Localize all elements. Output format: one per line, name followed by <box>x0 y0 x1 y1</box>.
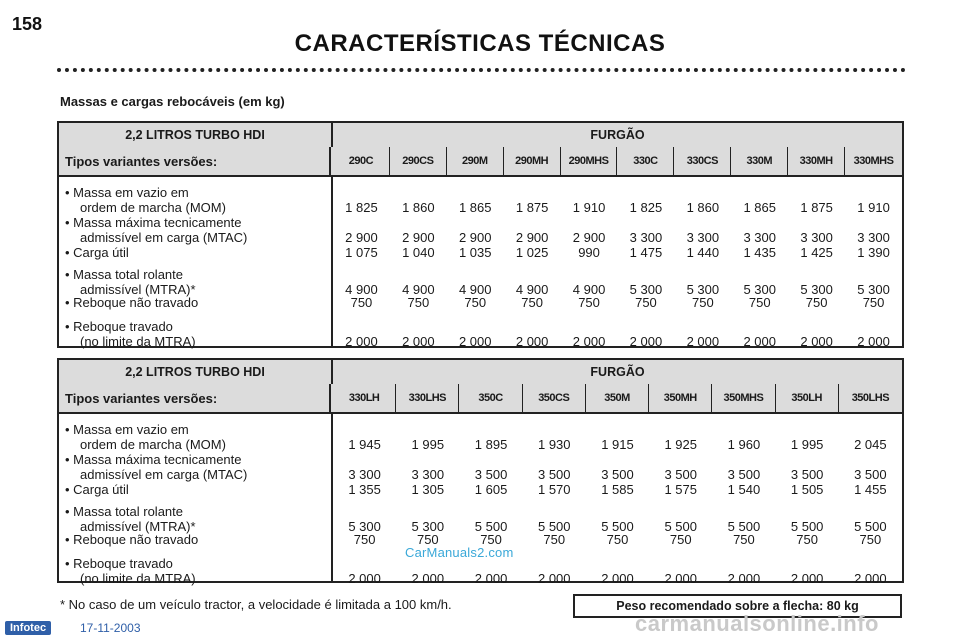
table-cell: 750 <box>733 532 755 547</box>
table-cell: 750 <box>805 295 828 310</box>
row-label: ordem de marcha (MOM) <box>80 437 226 452</box>
row-labels-column <box>59 177 333 349</box>
page-number: 158 <box>12 14 43 34</box>
table-cell: 1 865 <box>743 200 777 215</box>
table-cell: 2 000 <box>800 334 833 349</box>
body-type-label: FURGÃO <box>590 128 645 142</box>
table-cell: 750 <box>669 532 692 547</box>
row-label: ordem de marcha (MOM) <box>80 200 226 215</box>
table-cell: 1 995 <box>411 437 445 452</box>
variant-header-cell: 350LHS <box>851 392 890 404</box>
table-cell: 3 300 <box>411 467 445 482</box>
row-label: • Massa total rolante <box>65 267 183 282</box>
table-cell: 3 500 <box>727 467 761 482</box>
table-cell: 1 995 <box>790 437 824 452</box>
table-cell: 1 915 <box>601 437 634 452</box>
table-cell: 4 900 <box>515 282 549 297</box>
table-cell: 750 <box>862 295 885 310</box>
row-label: • Reboque travado <box>65 556 173 571</box>
variants-row <box>59 147 902 177</box>
table-cell: 5 300 <box>743 282 777 297</box>
footer-date: 17-11-2003 <box>80 621 141 635</box>
types-label: Tipos variantes versões: <box>59 384 331 412</box>
table-cell: 3 300 <box>800 230 833 245</box>
table-cell: 2 000 <box>629 334 663 349</box>
variant-header-cell: 290MHS <box>561 147 618 175</box>
row-label: • Massa total rolante <box>65 504 183 519</box>
table-cell: 5 500 <box>537 519 571 534</box>
variant-header-cell: 330C <box>618 147 675 175</box>
table-cell: 3 500 <box>790 467 824 482</box>
table-cell: 1 305 <box>411 482 445 497</box>
table-cell: 750 <box>796 532 818 547</box>
table-cell: 4 900 <box>345 282 378 297</box>
variant-header-cell: 290MH <box>504 147 561 175</box>
table-cell: 2 045 <box>854 437 887 452</box>
variant-header-cell: 350CS <box>523 384 586 412</box>
table-cell: 1 925 <box>664 437 697 452</box>
table-cell: 5 300 <box>629 282 663 297</box>
table-cell: 750 <box>521 295 543 310</box>
table-cell: 3 300 <box>348 467 381 482</box>
table-cell: 4 900 <box>458 282 492 297</box>
table-cell: 2 000 <box>458 334 492 349</box>
table-cell: 750 <box>543 532 566 547</box>
table-cell: 1 440 <box>686 245 720 260</box>
table-cell: 1 910 <box>857 200 890 215</box>
table-header-row <box>59 123 902 149</box>
table-cell: 3 300 <box>629 230 663 245</box>
table-cell: 2 900 <box>572 230 606 245</box>
types-label: Tipos variantes versões: <box>59 147 331 175</box>
table-cell: 2 000 <box>686 334 720 349</box>
table-cell: 3 500 <box>474 467 508 482</box>
row-label: • Reboque travado <box>65 319 173 334</box>
table-cell: 3 500 <box>601 467 634 482</box>
table-cell: 1 585 <box>601 482 634 497</box>
infotec-logo: Infotec <box>5 621 51 635</box>
row-label: • Massa em vazio em <box>65 185 189 200</box>
table-cell: 5 300 <box>857 282 890 297</box>
row-label: • Massa em vazio em <box>65 422 189 437</box>
variant-header-cell: 350C <box>459 384 522 412</box>
variant-header-cell: 330MH <box>788 147 845 175</box>
table-cell: 1 455 <box>854 482 887 497</box>
engine-label: 2,2 LITROS TURBO HDI <box>59 360 333 384</box>
table-cell: 2 900 <box>345 230 378 245</box>
table-cell: 3 500 <box>537 467 571 482</box>
row-label: • Massa máxima tecnicamente <box>65 215 242 230</box>
table-cell: 5 500 <box>727 519 761 534</box>
table-cell: 3 300 <box>857 230 890 245</box>
row-label: • Reboque não travado <box>65 532 199 547</box>
table-cell: 5 300 <box>411 519 445 534</box>
row-label: (no limite da MTRA) <box>80 334 196 349</box>
footer-site: carmanualsonline.info <box>635 611 879 636</box>
table-cell: 2 000 <box>537 571 571 586</box>
table-cell: 1 505 <box>790 482 824 497</box>
table-cell: 750 <box>480 532 502 547</box>
page-title: CARACTERÍSTICAS TÉCNICAS <box>294 30 666 57</box>
table-cell: 3 500 <box>664 467 697 482</box>
table-cell: 3 300 <box>743 230 777 245</box>
row-label: (no limite da MTRA) <box>80 571 196 586</box>
table-cell: 2 000 <box>743 334 777 349</box>
row-labels-column <box>59 414 333 586</box>
table-cell: 1 435 <box>743 245 777 260</box>
table-cell: 1 025 <box>515 245 549 260</box>
table-cell: 750 <box>416 532 439 547</box>
section-heading: Massas e cargas rebocáveis (em kg) <box>60 94 285 109</box>
table-cell: 1 040 <box>402 245 435 260</box>
table-cell: 2 000 <box>345 334 378 349</box>
table-cell: 3 300 <box>686 230 720 245</box>
table-cell: 5 500 <box>601 519 634 534</box>
table-cell: 750 <box>578 295 600 310</box>
engine-label: 2,2 LITROS TURBO HDI <box>59 123 333 147</box>
table-cell: 4 900 <box>572 282 606 297</box>
table-cell: 1 875 <box>515 200 549 215</box>
row-label: admissível em carga (MTAC) <box>80 467 248 482</box>
variant-header-cell: 350MH <box>649 384 712 412</box>
table-cell: 1 895 <box>474 437 508 452</box>
table-cell: 1 475 <box>629 245 663 260</box>
table-cell: 990 <box>578 245 600 260</box>
table-cell: 2 000 <box>474 571 508 586</box>
table-cell: 750 <box>635 295 657 310</box>
watermark: CarManuals2.com <box>405 545 514 560</box>
table-cell: 1 825 <box>345 200 378 215</box>
variant-header-cell: 350MHS <box>712 384 775 412</box>
table-cell: 1 355 <box>348 482 381 497</box>
table-cell: 750 <box>350 295 373 310</box>
table-cell: 2 000 <box>411 571 445 586</box>
variants-row <box>59 384 902 414</box>
table-cell: 2 000 <box>727 571 761 586</box>
row-label: admissível (MTRA)* <box>80 519 196 534</box>
row-label: • Carga útil <box>65 245 129 260</box>
table-cell: 5 300 <box>800 282 833 297</box>
variant-header-cell: 330M <box>731 147 788 175</box>
table-cell: 1 075 <box>345 245 378 260</box>
table-cell: 1 605 <box>474 482 508 497</box>
variant-header-cell: 350LH <box>776 384 839 412</box>
table-cell: 5 500 <box>790 519 824 534</box>
table-cell: 1 910 <box>572 200 606 215</box>
table-cell: 5 500 <box>664 519 697 534</box>
table-cell: 750 <box>691 295 714 310</box>
table-cell: 2 900 <box>402 230 435 245</box>
table-cell: 750 <box>748 295 771 310</box>
table-cell: 1 860 <box>686 200 720 215</box>
table-cell: 3 500 <box>854 467 887 482</box>
table-cell: 2 900 <box>515 230 549 245</box>
table-body <box>59 177 902 349</box>
variant-header-cell: 330MHS <box>853 155 894 167</box>
table-cell: 2 900 <box>458 230 492 245</box>
table-cell: 1 865 <box>458 200 492 215</box>
table-cell: 2 000 <box>601 571 634 586</box>
table-cell: 1 575 <box>664 482 697 497</box>
table-cell: 1 035 <box>458 245 492 260</box>
variant-header-cell: 330LH <box>333 384 396 412</box>
table-cell: 1 945 <box>348 437 381 452</box>
table-cell: 2 000 <box>664 571 697 586</box>
table-cell: 750 <box>464 295 487 310</box>
table-cell: 1 860 <box>402 200 435 215</box>
variant-header-cell: 330LHS <box>396 384 459 412</box>
table-cell: 1 930 <box>537 437 571 452</box>
table-cell: 1 570 <box>537 482 571 497</box>
row-label: • Carga útil <box>65 482 129 497</box>
variant-header-cell: 350M <box>586 384 649 412</box>
table-cell: 1 540 <box>727 482 761 497</box>
table-cell: 5 500 <box>474 519 508 534</box>
axle-weight-box: Peso recomendado sobre a flecha: 80 kg <box>573 594 902 618</box>
table-cell: 2 000 <box>790 571 824 586</box>
table-cell: 2 000 <box>857 334 890 349</box>
table-cell: 1 425 <box>800 245 833 260</box>
row-label: admissível em carga (MTAC) <box>80 230 248 245</box>
table-cell: 2 000 <box>515 334 549 349</box>
table-cell: 5 300 <box>686 282 720 297</box>
table-cell: 1 960 <box>727 437 761 452</box>
table-cell: 750 <box>407 295 430 310</box>
table-cell: 750 <box>353 532 376 547</box>
variant-header-cell: 290M <box>447 147 504 175</box>
variant-header-cell: 330CS <box>674 147 731 175</box>
row-label: admissível (MTRA)* <box>80 282 196 297</box>
table-cell: 2 000 <box>854 571 887 586</box>
table-cell: 1 825 <box>629 200 663 215</box>
footnote: * No caso de um veículo tractor, a velocidade é limitada a 100 km/h. <box>60 597 452 612</box>
row-label: • Massa máxima tecnicamente <box>65 452 242 467</box>
variant-header-cell: 290C <box>333 147 390 175</box>
table-cell: 750 <box>606 532 629 547</box>
table-cell: 750 <box>859 532 882 547</box>
spec-table <box>57 121 904 348</box>
table-cell: 1 390 <box>857 245 890 260</box>
table-cell: 2 000 <box>348 571 381 586</box>
table-cell: 5 500 <box>854 519 887 534</box>
table-cell: 1 875 <box>800 200 833 215</box>
table-cell: 5 300 <box>348 519 381 534</box>
row-label: • Reboque não travado <box>65 295 199 310</box>
title-divider <box>57 68 906 72</box>
table-cell: 4 900 <box>402 282 435 297</box>
table-header-row <box>59 360 902 386</box>
body-type-label: FURGÃO <box>590 365 645 379</box>
table-cell: 2 000 <box>572 334 606 349</box>
table-cell: 2 000 <box>402 334 435 349</box>
variant-header-cell: 290CS <box>390 147 447 175</box>
